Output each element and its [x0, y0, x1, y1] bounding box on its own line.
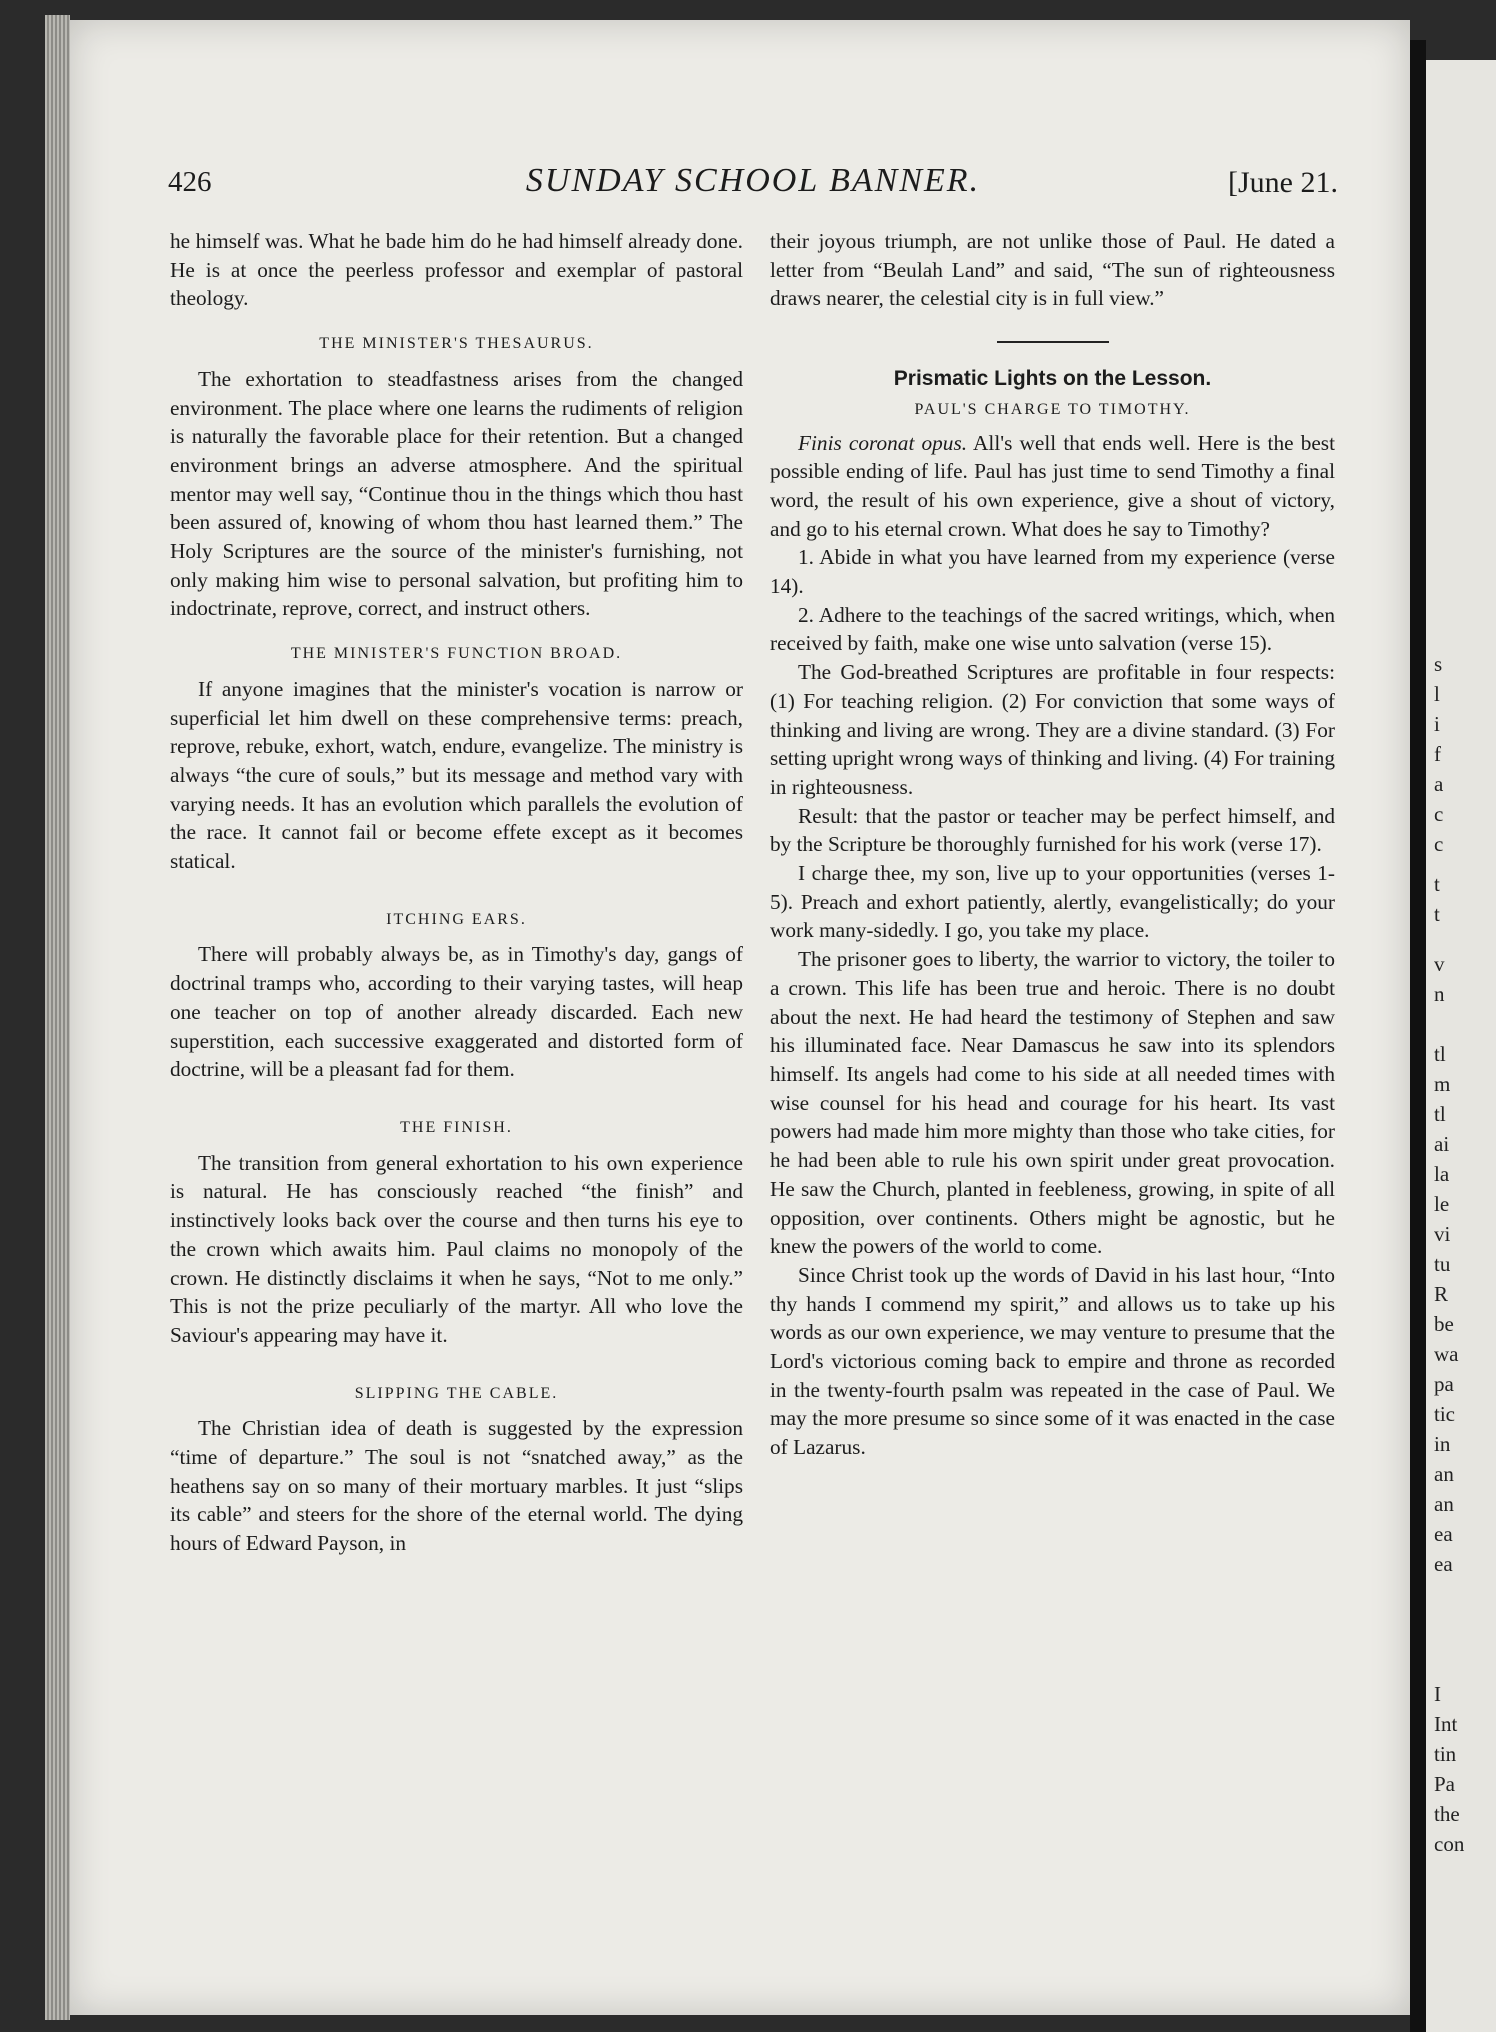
- right-column: [770, 227, 1335, 1462]
- next-page-text-fragment: wa: [1434, 1342, 1459, 1366]
- next-page-text-fragment: le: [1434, 1192, 1450, 1216]
- lesson-point: 2. Adhere to the teachings of the sacred writings, which, when received by faith, make one wise unto salvation (verse 15).: [770, 602, 1335, 656]
- lesson-paragraph: Since Christ took up the words of David in his last hour, “Into thy hands I commend my spirit,” and allows us to take up his words as our own experience, we may venture to presume that the Lord's victorious coming back to empire and throne as recorded in the twenty-fourth psalm was repeated in the case of Paul. We may the more presume so since some of it was enacted in the case of Lazarus.: [770, 1262, 1335, 1460]
- next-page-text-fragment: t: [1434, 902, 1440, 926]
- lesson-paragraph-text: All's well that ends well. Here is the best possible ending of life. Paul has just time to send Timothy a final word, the result of his own experience, give a shout of victory, and go to his eternal crown. What does he say to Timothy?: [770, 430, 1335, 541]
- section-heading: SLIPPING THE CABLE.: [354, 1384, 559, 1402]
- page-header: [168, 162, 1338, 206]
- book-page-edges: [45, 15, 70, 2020]
- next-page-text-fragment: n: [1434, 982, 1445, 1006]
- next-page-text-fragment: m: [1434, 1072, 1451, 1096]
- next-page-text-fragment: con: [1434, 1832, 1465, 1856]
- section-paragraph: There will probably always be, as in Timothy's day, gangs of doctrinal tramps who, according to their varying tastes, will heap one teacher on top of another already discarded. Each new superstition, each successive exaggerated and distorted form of doctrine, will be a pleasant fad for them.: [170, 942, 743, 1082]
- next-page-text-fragment: ea: [1434, 1522, 1453, 1546]
- next-page-text-fragment: tl: [1434, 1042, 1446, 1066]
- next-page-text-fragment: ai: [1434, 1132, 1450, 1156]
- latin-phrase: Finis coronat opus.: [798, 430, 968, 455]
- next-page-text-fragment: tic: [1434, 1402, 1455, 1426]
- next-page-text-fragment: Pa: [1434, 1772, 1455, 1796]
- next-page-text-fragment: c: [1434, 832, 1444, 856]
- next-page-text-fragment: tu: [1434, 1252, 1451, 1276]
- next-page-text-fragment: Int: [1434, 1712, 1458, 1736]
- next-page-text-fragment: l: [1434, 682, 1440, 706]
- section-heading: THE FINISH.: [400, 1118, 513, 1136]
- next-page-text-fragment: f: [1434, 742, 1441, 766]
- running-title: SUNDAY SCHOOL BANNER.: [525, 162, 981, 199]
- next-page-text-fragment: s: [1434, 652, 1443, 676]
- lesson-paragraph: The God-breathed Scriptures are profitable in four respects: (1) For teaching religion. (2) For conviction that some ways of thinking and living are wrong. They are a divine standard. (3) For setting upright wrong ways of thinking and living. (4) For training in righteousness.: [770, 660, 1335, 799]
- next-page-text-fragment: the: [1434, 1802, 1460, 1826]
- next-page-text-fragment: i: [1434, 712, 1440, 736]
- book-gutter: [1410, 40, 1426, 2032]
- page-number: 426: [168, 166, 212, 198]
- next-page-text-fragment: a: [1434, 772, 1444, 796]
- next-page-text-fragment: R: [1434, 1282, 1449, 1306]
- next-page-text-fragment: ea: [1434, 1552, 1453, 1576]
- next-page-text-fragment: tl: [1434, 1102, 1446, 1126]
- left-column: [170, 227, 743, 1558]
- next-page-text-fragment: pa: [1434, 1372, 1454, 1396]
- section-paragraph: If anyone imagines that the minister's vocation is narrow or superficial let him dwell on these comprehensive terms: preach, reprove, rebuke, exhort, watch, endure, evangelize. The ministry is always “the cure of souls,” but its message and method vary with varying needs. It has an evolution which parallels the evolution of the race. It cannot fail or become effete except as it becomes statical.: [170, 676, 743, 874]
- lesson-paragraph: I charge thee, my son, live up to your opportunities (verses 1-5). Preach and exhort patiently, alertly, evangelistically; do your work many-sidedly. I go, you take my place.: [770, 861, 1335, 943]
- intro-paragraph: he himself was. What he bade him do he had himself already done. He is at once the peerless professor and exemplar of pastoral theology.: [170, 229, 743, 311]
- lesson-point: 1. Abide in what you have learned from my experience (verse 14).: [770, 545, 1335, 599]
- section-paragraph: The exhortation to steadfastness arises from the changed environment. The place where one learns the rudiments of religion is naturally the favorable place for their retention. But a changed environment brings an adverse atmosphere. And the spiritual mentor may well say, “Continue thou in the things which thou hast been assured of, knowing of whom thou hast learned them.” The Holy Scriptures are the source of the minister's furnishing, not only making him wise to personal salvation, but profiting him to indoctrinate, reprove, correct, and instruct others.: [170, 366, 743, 621]
- section-paragraph: The transition from general exhortation to his own experience is natural. He has consciously reached “the finish” and instinctively looks back over the course and then turns his eye to the crown which awaits him. Paul claims no monopoly of the crown. He distinctly disclaims it when he says, “Not to me only.” This is not the prize peculiarly of the martyr. All who love the Saviour's appearing may have it.: [170, 1150, 743, 1347]
- lesson-paragraph: Result: that the pastor or teacher may be perfect himself, and by the Scripture be thoroughly furnished for his work (verse 17).: [770, 803, 1335, 857]
- next-page-text-fragment: v: [1434, 952, 1445, 976]
- next-page-text-fragment: an: [1434, 1492, 1454, 1516]
- lesson-subtitle: PAUL'S CHARGE TO TIMOTHY.: [914, 400, 1191, 418]
- next-page-text-fragment: la: [1434, 1162, 1450, 1186]
- next-page-text-fragment: in: [1434, 1432, 1451, 1456]
- next-page-text-fragment: I: [1434, 1682, 1441, 1706]
- next-page-text-fragment: vi: [1434, 1222, 1451, 1246]
- issue-date: [June 21.: [1228, 166, 1338, 199]
- lesson-paragraph: The prisoner goes to liberty, the warrior to victory, the toiler to a crown. This life has been true and heroic. There is no doubt about the next. He had heard the testimony of Stephen and saw his illuminated face. Near Damascus he saw into its splendors himself. Its angels had come to his side at all needed times with wise counsel for his head and courage for his heart. Its vast powers had made him more mighty than those who take cities, for he had been able to rule his own spirit under great provocation. He saw the Church, planted in feebleness, growing, in spite of all opposition, over continents. Others might be agnostic, but he knew the powers of the world to come.: [770, 947, 1335, 1259]
- section-heading: ITCHING EARS.: [386, 910, 527, 928]
- next-page-text-fragment: t: [1434, 872, 1440, 896]
- section-paragraph: The Christian idea of death is suggested by the expression “time of departure.” The soul is not “snatched away,” as the heathens say on so many of their mortuary marbles. It just “slips its cable” and steers for the shore of the eternal world. The dying hours of Edward Payson, in: [170, 1416, 743, 1556]
- next-page-edge: [1426, 60, 1496, 2032]
- section-heading: THE MINISTER'S THESAURUS.: [319, 335, 594, 353]
- section-heading: THE MINISTER'S FUNCTION BROAD.: [290, 645, 623, 663]
- next-page-text-fragment: be: [1434, 1312, 1454, 1336]
- continuation-paragraph: their joyous triumph, are not unlike those of Paul. He dated a letter from “Beulah Land” and said, “The sun of righteousness draws nearer, the celestial city is in full view.”: [770, 229, 1335, 311]
- next-page-text-fragment: c: [1434, 802, 1444, 826]
- lesson-paragraph: [770, 429, 1335, 544]
- lesson-title: Prismatic Lights on the Lesson.: [893, 367, 1212, 391]
- section-divider: [997, 341, 1109, 343]
- next-page-text-fragment: tin: [1434, 1742, 1457, 1766]
- next-page-text-fragment: an: [1434, 1462, 1454, 1486]
